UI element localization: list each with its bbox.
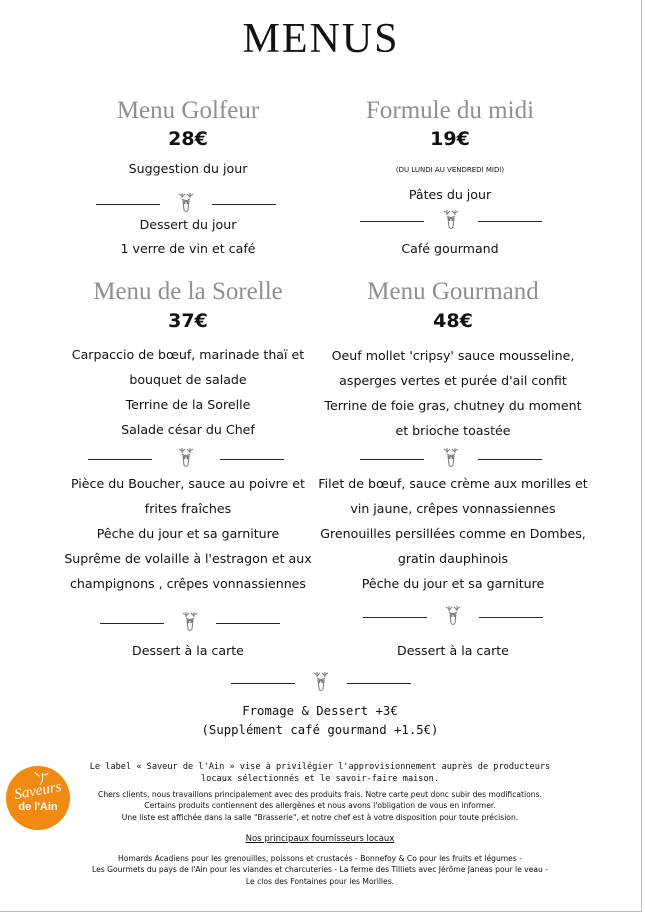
menu-item: Grenouilles persillées comme en Dombes,: [320, 526, 586, 541]
deer-head-icon: [176, 446, 196, 472]
supplier-line: Homards Acadiens pour les grenouilles, poissons et crustacés - Bonnefoy & Co pour les fruits et légumes -: [118, 854, 522, 863]
separator: [360, 449, 542, 469]
deer-head-icon: [441, 446, 461, 472]
menu-golfeur-item: Suggestion du jour: [128, 161, 248, 176]
label-text-line: Le label « Saveur de l'Ain » vise à privilégier l'approvisionnement auprès de producteurs: [89, 762, 551, 772]
menu-sorelle-mains: [40, 471, 336, 596]
menu-item: et brioche toastée: [395, 423, 511, 438]
menu-gourmand-starters: [305, 343, 601, 443]
supplier-line: Les Gourmets du pays de l'Ain pour les viandes et charcuteries - La ferme des Tilliets avec Jérôme Janeas pour le veau -: [92, 865, 548, 875]
separator: [231, 673, 411, 693]
menu-gourmand-dessert: Dessert à la carte: [397, 643, 509, 658]
separator: [363, 607, 543, 627]
menu-item: frites fraîches: [144, 501, 232, 516]
notice-line: Certains produits contiennent des allergènes et nous avons l'obligation de vous en informer.: [144, 801, 496, 811]
menu-item: champignons , crêpes vonnassiennes: [70, 576, 306, 591]
menu-item: Oeuf mollet 'cripsy' sauce mousseline,: [331, 348, 575, 363]
menu-gourmand-price: 48€: [433, 310, 473, 332]
menu-item: vin jaune, crêpes vonnassiennes: [350, 501, 556, 516]
menu-golfeur-price: 28€: [168, 128, 208, 150]
allergen-notice: [80, 789, 560, 823]
menu-midi-name: Formule du midi: [365, 97, 535, 124]
menu-sorelle-dessert: Dessert à la carte: [132, 643, 244, 658]
label-description: [80, 761, 560, 785]
menu-item: Pêche du jour et sa garniture: [96, 526, 280, 541]
separator: [88, 449, 284, 469]
menu-midi: [350, 96, 550, 151]
label-text-line: locaux sélectionnés et le savoir-faire maison.: [201, 774, 439, 784]
menu-item: Salade césar du Chef: [121, 422, 255, 437]
menu-item: Carpaccio de bœuf, marinade thaï et: [71, 347, 305, 362]
menu-sorelle-starters: [40, 342, 336, 442]
notice-line: Une liste est affichée dans la salle "Brasserie", et notre chef est à votre disposition pour toute précision.: [121, 812, 519, 822]
menu-gourmand: [325, 277, 581, 333]
menu-sorelle-name: Menu de la Sorelle: [93, 278, 283, 305]
suppliers-heading-text: Nos principaux fournisseurs locaux: [245, 834, 395, 844]
menu-item: bouquet de salade: [129, 372, 247, 387]
logo-text-ain: de l'Ain: [18, 801, 58, 813]
menu-item: Terrine de la Sorelle: [125, 397, 251, 412]
menu-item: Pêche du jour et sa garniture: [361, 576, 545, 591]
menu-midi-price: 19€: [430, 128, 470, 150]
suppliers-list: [40, 853, 600, 887]
menu-item: Suprême de volaille à l'estragon et aux: [64, 551, 312, 566]
saveurs-de-l-ain-logo: [6, 766, 70, 830]
menu-golfeur-item: 1 verre de vin et café: [120, 241, 256, 256]
menu-item: Terrine de foie gras, chutney du moment: [324, 398, 582, 413]
page-title: MENUS: [242, 16, 400, 62]
deer-head-icon: [443, 604, 463, 630]
menu-midi-note: (DU LUNDI AU VENDREDI MIDI): [395, 166, 505, 174]
deer-head-icon: [311, 670, 331, 696]
menu-midi-item: Pâtes du jour: [408, 187, 492, 202]
menu-sorelle: [60, 277, 316, 333]
menu-item: gratin dauphinois: [397, 551, 509, 566]
menu-midi-item: Café gourmand: [401, 241, 499, 256]
menu-golfeur-item: Dessert du jour: [139, 217, 237, 232]
logo-text-saveurs: Saveurs: [13, 779, 63, 804]
menu-sorelle-price: 37€: [168, 310, 208, 332]
supplier-line: Le clos des Fontaines pour les Morilles.: [245, 876, 395, 886]
menu-gourmand-name: Menu Gourmand: [367, 278, 539, 305]
extras-cafe-gourmand: (Supplément café gourmand +1.5€): [201, 723, 439, 737]
menu-gourmand-mains: [305, 471, 601, 596]
deer-head-icon: [441, 208, 461, 234]
menu-golfeur: [88, 96, 288, 151]
separator: [96, 194, 276, 214]
separator: [100, 613, 280, 633]
menu-item: Pièce du Boucher, sauce au poivre et: [70, 476, 305, 491]
menu-golfeur-name: Menu Golfeur: [116, 97, 260, 124]
separator: [360, 211, 542, 231]
suppliers-heading: [160, 833, 480, 845]
menu-item: Filet de bœuf, sauce crème aux morilles et: [318, 476, 588, 491]
menu-item: asperges vertes et purée d'ail confit: [339, 373, 567, 388]
notice-line: Chers clients, nous travaillons principalement avec des produits frais. Notre carte peut donc subir des modifications.: [98, 790, 542, 799]
deer-head-icon: [180, 610, 200, 636]
extras-cheese-dessert: Fromage & Dessert +3€: [242, 704, 398, 718]
